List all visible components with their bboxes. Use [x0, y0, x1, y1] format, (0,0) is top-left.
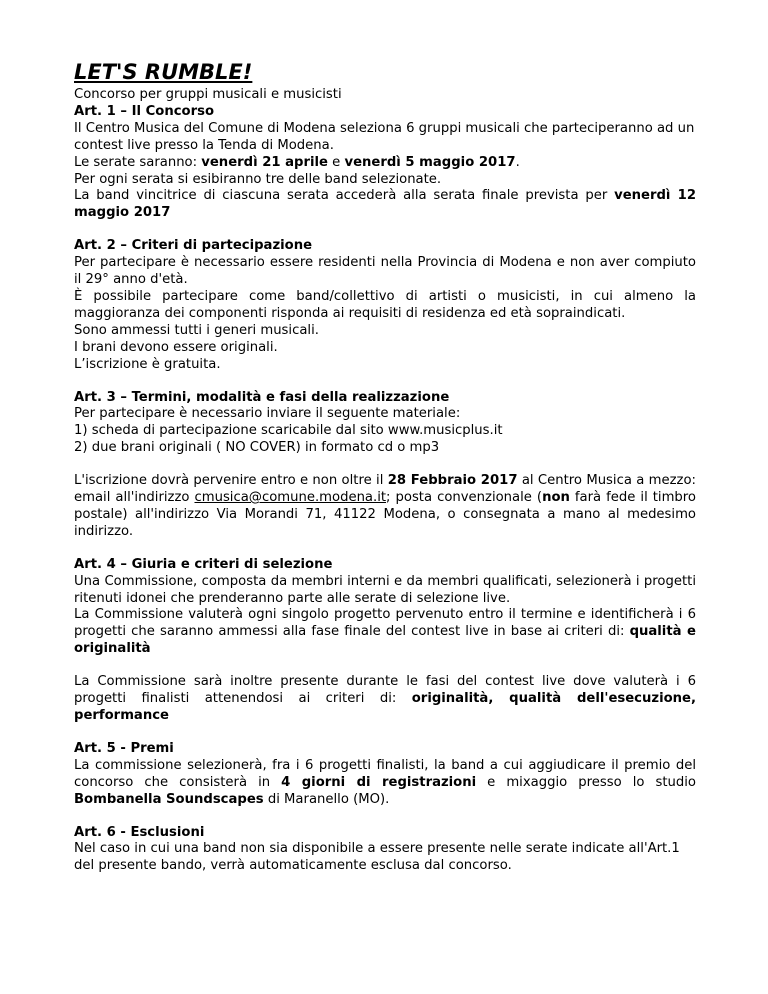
article-4 — [74, 557, 696, 725]
email-link[interactable]: cmusica@comune.modena.it — [194, 490, 387, 506]
selection-criteria: qualità e originalità — [74, 624, 696, 657]
article-3-paragraph-1: Per partecipare è necessario inviare il seguente materiale: — [74, 406, 461, 422]
article-1-paragraph-2: Le serate saranno: venerdì 21 aprile e venerdì 5 maggio 2017. — [74, 154, 520, 170]
page-title: LET'S RUMBLE! — [74, 60, 253, 84]
article-2-paragraph-4: I brani devono essere originali. — [74, 339, 278, 355]
article-4-paragraph-1: Una Commissione, composta da membri interni e da membri qualificati, selezionerà i progetti ritenuti idonei che prenderanno parte alle serate di selezione live. — [74, 573, 696, 606]
document-page — [74, 60, 696, 891]
article-6-paragraph-1: Nel caso in cui una band non sia disponibile a essere presente nelle serate indicate all'Art.1 del presente bando, verrà automaticamente esclusa dal concorso. — [74, 841, 680, 874]
live-criteria: originalità, qualità dell'esecuzione, performance — [74, 691, 696, 723]
deadline-date: 28 Febbraio 2017 — [387, 473, 518, 489]
article-5-heading: Art. 5 - Premi — [74, 740, 174, 756]
studio-name: Bombanella Soundscapes — [74, 791, 264, 807]
article-1-paragraph-3: Per ogni serata si esibiranno tre delle band selezionate. — [74, 171, 442, 187]
article-1-paragraph-4: La band vincitrice di ciascuna serata accederà alla serata finale prevista per venerdì 12 maggio 2017 — [74, 188, 697, 221]
article-1-heading: Art. 1 – Il Concorso — [74, 103, 215, 119]
date-second-evening: venerdì 5 maggio 2017 — [344, 154, 516, 170]
list-item: 1) scheda di partecipazione scaricabile dal sito www.musicplus.it — [74, 423, 503, 439]
article-2 — [74, 238, 696, 373]
article-5 — [74, 741, 696, 809]
page-subtitle: Concorso per gruppi musicali e musicisti — [74, 87, 342, 102]
article-2-paragraph-5: L’iscrizione è gratuita. — [74, 356, 221, 372]
article-2-paragraph-2: È possibile partecipare come band/collettivo di artisti o musicisti, in cui almeno la maggioranza dei componenti risponda ai requisiti di residenza ed età sopraindicati. — [74, 288, 696, 321]
article-3-heading: Art. 3 – Termini, modalità e fasi della realizzazione — [74, 389, 450, 405]
article-3 — [74, 390, 696, 541]
article-4-paragraph-3: La Commissione sarà inoltre presente durante le fasi del contest live dove valuterà i 6 progetti finalisti attenendosi ai criteri di: originalità, qualità dell'esecuzione, performance — [74, 674, 696, 723]
article-4-heading: Art. 4 – Giuria e criteri di selezione — [74, 556, 333, 572]
prize: 4 giorni di registrazioni — [281, 774, 477, 790]
article-5-paragraph-1: La commissione selezionerà, fra i 6 progetti finalisti, la band a cui aggiudicare il premio del concorso che consisterà in 4 giorni di registrazioni e mixaggio presso lo studio Bombanella Soundscapes di Maranello (MO). — [74, 757, 696, 807]
article-2-heading: Art. 2 – Criteri di partecipazione — [74, 238, 313, 254]
article-3-paragraph-2: L'iscrizione dovrà pervenire entro e non oltre il 28 Febbraio 2017 al Centro Musica a mezzo: email all'indirizzo cmusica@comune.modena.it; posta convenzionale (non farà fede il timbro postale) all'indirizzo Via Morandi 71, 41122 Modena, o consegnata a mano al medesimo indirizzo. — [74, 473, 696, 539]
article-6 — [74, 825, 696, 876]
article-6-heading: Art. 6 - Esclusioni — [74, 824, 205, 840]
article-2-paragraph-3: Sono ammessi tutti i generi musicali. — [74, 322, 319, 338]
date-first-evening: venerdì 21 aprile — [201, 154, 328, 170]
date-final-evening: venerdì 12 maggio 2017 — [74, 188, 697, 221]
article-1 — [74, 104, 696, 222]
list-item: 2) due brani originali ( NO COVER) in formato cd o mp3 — [74, 440, 440, 456]
article-2-paragraph-1: Per partecipare è necessario essere residenti nella Provincia di Modena e non aver compiuto il 29° anno d'età. — [74, 255, 696, 288]
article-4-paragraph-2: La Commissione valuterà ogni singolo progetto pervenuto entro il termine e identificherà i 6 progetti che saranno ammessi alla fase finale del contest live in base ai criteri di: qualità e originalità — [74, 607, 696, 657]
article-1-paragraph-1: Il Centro Musica del Comune di Modena seleziona 6 gruppi musicali che parteciperanno ad un contest live presso la Tenda di Modena. — [74, 120, 695, 153]
